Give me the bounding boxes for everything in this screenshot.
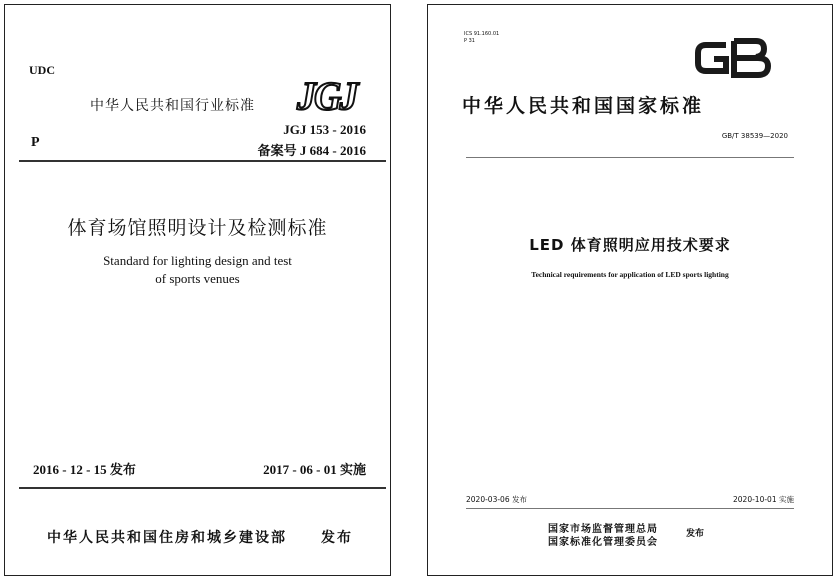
effective-date: 2017 - 06 - 01 实施 [263, 462, 366, 477]
jgj-logo-text: JGJ [297, 74, 357, 120]
industry-standard-title: 中华人民共和国行业标准 [90, 98, 255, 114]
document-title-en-line1: Standard for lighting design and test [103, 253, 292, 268]
document-title-en: Technical requirements for application of LED sports lighting [531, 270, 729, 279]
jgj-standard-cover [4, 4, 391, 576]
document-title-cn: LED 体育照明应用技术要求 [529, 236, 731, 254]
national-standard-title: 中华人民共和国国家标准 [462, 95, 705, 117]
document-title-cn: 体育场馆照明设计及检测标准 [67, 217, 328, 239]
document-title-en-line2: of sports venues [155, 271, 240, 286]
udc-label: UDC [29, 63, 55, 77]
issue-date: 2016 - 12 - 15 发布 [33, 462, 136, 477]
gb-logo [692, 35, 774, 81]
publish-label: 发布 [686, 529, 705, 539]
jgj-logo [297, 75, 356, 119]
publish-label: 发布 [321, 530, 353, 546]
class-code: P 31 [464, 38, 475, 44]
standard-number: GB/T 38539—2020 [721, 132, 788, 140]
effective-date: 2020-10-01 实施 [733, 495, 794, 504]
footer-divider [466, 508, 794, 509]
ics-code: ICS 91.160.01 [464, 31, 500, 37]
publisher-line1: 国家市场监督管理总局 [548, 524, 658, 535]
standard-number: JGJ 153 - 2016 [283, 122, 366, 137]
header-divider [19, 160, 386, 162]
footer-divider [19, 487, 386, 489]
publisher-line2: 国家标准化管理委员会 [548, 537, 658, 548]
publisher: 中华人民共和国住房和城乡建设部 [47, 530, 287, 546]
header-divider [466, 157, 794, 158]
class-letter: P [31, 135, 40, 150]
gb-standard-cover [427, 4, 833, 576]
record-number: 备案号 J 684 - 2016 [257, 143, 366, 158]
issue-date: 2020-03-06 发布 [466, 495, 527, 504]
